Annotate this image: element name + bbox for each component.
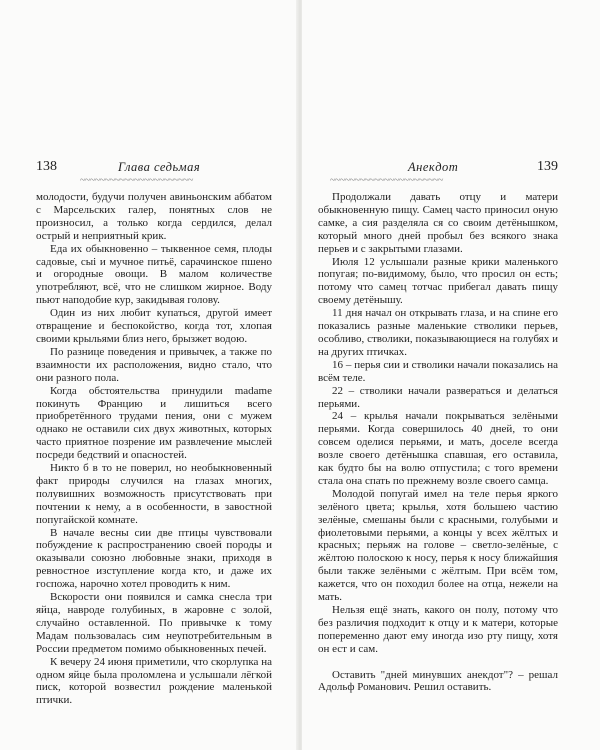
page-number: 138 bbox=[36, 159, 57, 174]
paragraph: Нельзя ещё знать, какого он полу, потому что без различия подходит к отцу и к матери, которые попеременно дают ему иногда изо рту пищу, хотя он ест и сам. bbox=[318, 604, 558, 655]
header-ornament: ~~~~~~~~~~~~~~~~~~~~~~~ bbox=[330, 175, 443, 186]
paragraph: 24 – крылья начали покрываться зелёными перьями. Когда совершилось 40 дней, то они совсем оделися перьями, и мать, доселе всегда возле своего детёнышка спавшая, его оставила, как будто бы на волю отпустила; с того времени стала она спать по прежнему возле своего самца. bbox=[318, 410, 558, 487]
paragraph: молодости, будучи получен авиньонским аббатом с Марсельских галер, понятных слов не произносил, а только когда сердился, делал острый и неприятный крик. bbox=[36, 191, 272, 242]
page-number: 139 bbox=[537, 159, 558, 174]
paragraph: 11 дня начал он открывать глаза, и на спине его показались разные маленькие стволики перьев, особливо, стволики, показывающиеся на голубях и на других птичках. bbox=[318, 307, 558, 358]
paragraph: Когда обстоятельства принудили madame покинуть Францию и лишиться всего приобретённого трудами пения, они с мужем однако не оставили сих двух животных, которых часто приятное позрение им развлечение мыслей посреди бедствий и опасностей. bbox=[36, 384, 272, 462]
paragraph: 16 – перья сии и стволики начали показались на всём теле. bbox=[318, 358, 558, 384]
left-page-header bbox=[36, 157, 272, 186]
paragraph: Июля 12 услышали разные крики маленького попугая; по-видимому, было, что просил он есть; потому что самец тотчас прибегал давать пищу своему детёнышу. bbox=[318, 255, 558, 307]
running-title: Анекдот bbox=[408, 160, 459, 174]
left-page bbox=[0, 0, 298, 750]
paragraph: Молодой попугай имел на теле перья яркого зелёного цвета; крылья, хотя большею частию зелёные, смешаны были с красными, голубыми и фиолетовыми перьями, а концы у всех жёлтых и красных; перьяж на голове – светло-зелёные, с жёлтою полоскою к носу, перья к носу ближайшия были также зелёными с жёлтым. При всём том, кажется, что он походил более на отца, нежели на мать. bbox=[318, 487, 558, 604]
paragraph: К вечеру 24 июня приметили, что скорлупка на одном яйце была проломлена и услышали лёгкой писк, которой возвестил рождение маленькой птички. bbox=[36, 655, 272, 707]
paragraph: Продолжали давать отцу и матери обыкновенную пищу. Самец часто приносил оную самке, а сия разделяла ся со своим детёнышком, который много дней пробыл без всякого знака перьев и с закрытыми глазами. bbox=[318, 191, 558, 255]
left-page-text bbox=[36, 191, 272, 707]
paragraph: Один из них любит купаться, другой имеет отвращение и беспокойство, когда тот, хлопая своими крыльями близ него, брызжет водою. bbox=[36, 307, 272, 345]
paragraph: По разнице поведения и привычек, а также по взаимности их расположения, видно стало, что они разного пола. bbox=[36, 345, 272, 384]
paragraph: В начале весны сии две птицы чувствовали побуждение к распространению своей породы и оказывали союзно любовные знаки, приходя в ревностное изступление когда кто, и даже их госпожа, нарочно хотел проводить к ним. bbox=[36, 526, 272, 591]
header-ornament: ~~~~~~~~~~~~~~~~~~~~~~~ bbox=[80, 175, 193, 186]
paragraph: Никто б в то не поверил, но необыкновенный факт природы случился на глазах многих, полувишних возможность присутствовать при почтении к нему, а в особенности, в завостной попугайской комнате. bbox=[36, 462, 272, 526]
right-page bbox=[302, 0, 600, 750]
paragraph: Еда их обыкновенно – тыквенное семя, плоды садовые, сыі и мучное питьё, сарачинское пшено и огородные овощи. В малом количестве употребляют, всё, что не слишком жирное. Воду пьют наподобие кур, закидывая голову. bbox=[36, 242, 272, 307]
running-title: Глава седьмая bbox=[118, 160, 201, 174]
paragraph: Вскорости они появился и самка снесла три яйца, навроде голубиных, в жаровне с золой, случайно оставленной. По привычке к тому Мадам пользовалась сим неупотребительным в России предметом помимо обыкновенных печей. bbox=[36, 591, 272, 655]
right-page-header bbox=[318, 157, 558, 186]
paragraph: 22 – стволики начали развераться и делаться перьями. bbox=[318, 384, 558, 410]
paragraph: Оставить "дней минувших анекдот"? – решал Адольф Романович. Решил оставить. bbox=[318, 668, 558, 694]
right-page-text bbox=[318, 191, 558, 694]
